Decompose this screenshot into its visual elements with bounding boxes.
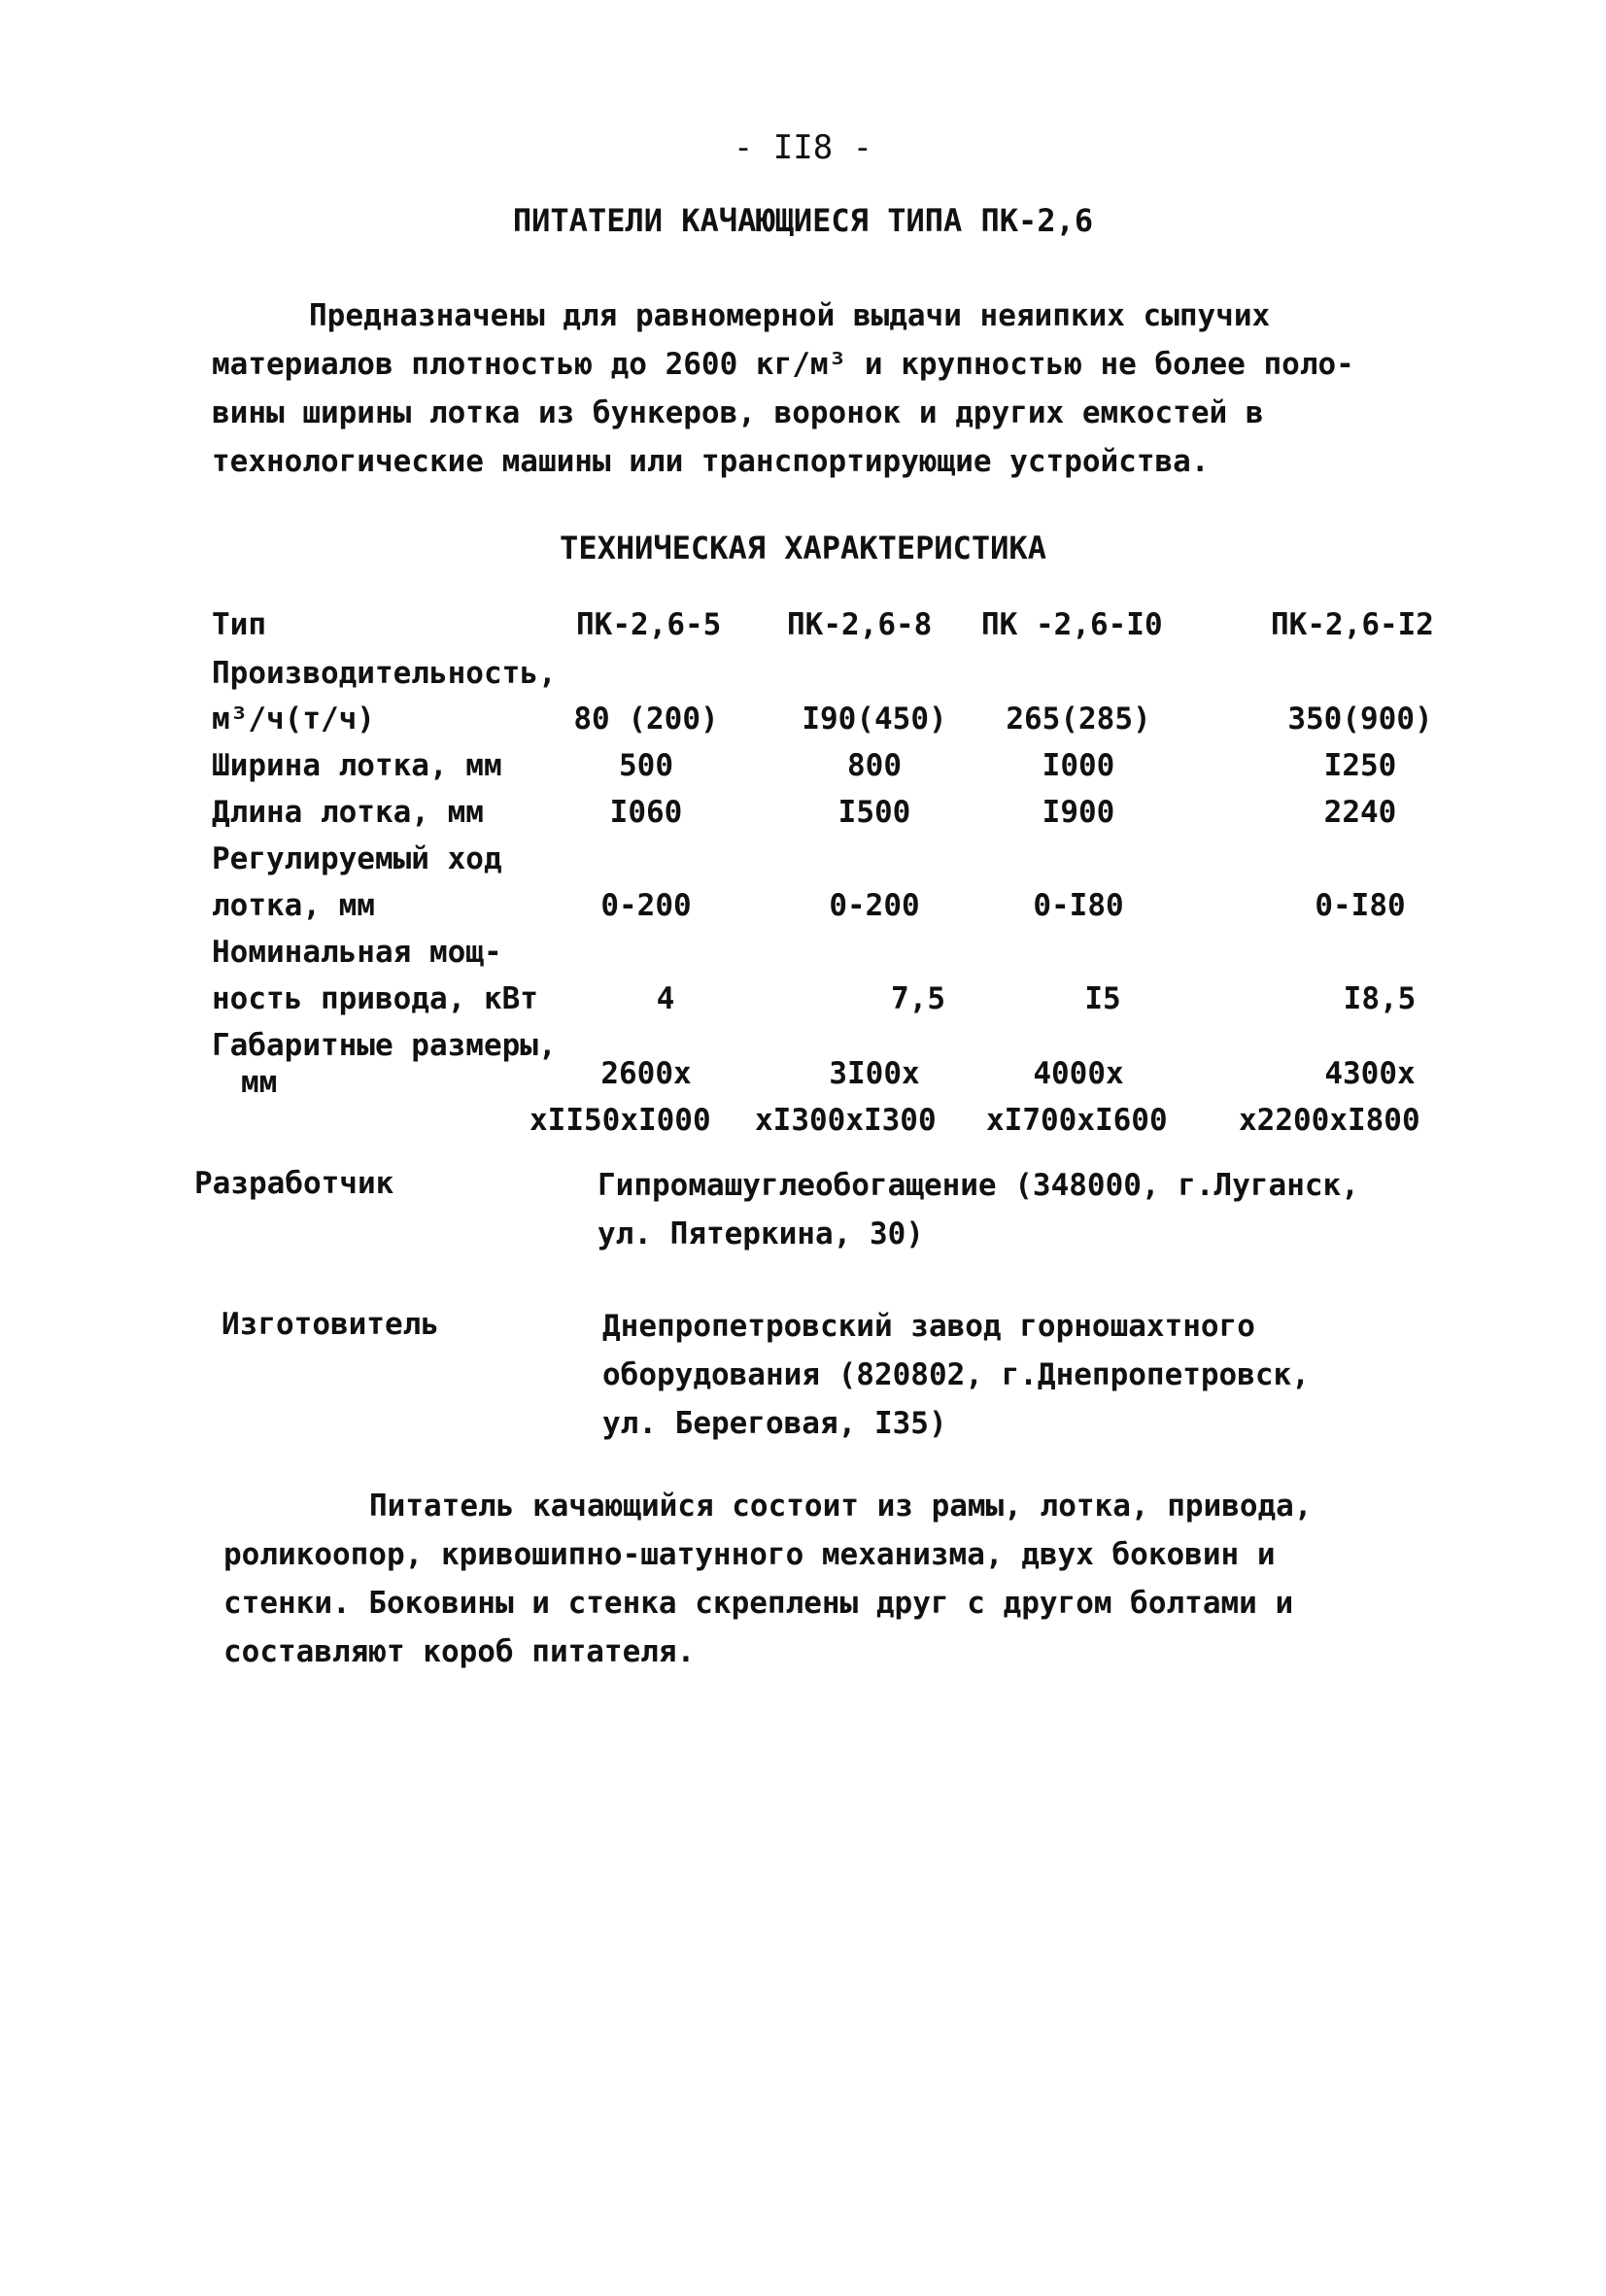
model-name: ПК-2,6-I2 <box>1271 607 1434 642</box>
manufacturer-line: ул. Береговая, I35) <box>602 1406 947 1441</box>
power-value: 4 <box>656 981 675 1016</box>
dims-value: 4300х <box>1324 1056 1416 1091</box>
spec-title: ТЕХНИЧЕСКАЯ ХАРАКТЕРИСТИКА <box>560 530 1046 566</box>
power-value: I5 <box>1084 981 1121 1016</box>
dims-value-cont: хII50хI000 <box>530 1103 711 1138</box>
document-title: ПИТАТЕЛИ КАЧАЮЩИЕСЯ ТИПА ПК-2,6 <box>512 202 1094 239</box>
description-line: Питатель качающийся состоит из рамы, лотка, привода, <box>369 1489 1313 1524</box>
dims-value: 4000х <box>1033 1056 1124 1091</box>
manufacturer-line: Днепропетровский завод горношахтного <box>602 1309 1255 1344</box>
length-value: I500 <box>837 795 911 830</box>
width-value: 800 <box>847 748 902 783</box>
description-line: составляют короб питателя. <box>223 1634 696 1669</box>
page-number: - II8 - <box>733 128 873 167</box>
stroke-value: 0-I80 <box>1315 888 1406 923</box>
description-paragraph <box>223 1482 1438 1676</box>
developer-line: ул. Пятеркина, 30) <box>598 1217 924 1251</box>
width-value: I000 <box>1042 748 1115 783</box>
dims-value-cont: хI700хI600 <box>986 1103 1168 1138</box>
description-line: роликоопор, кривошипно-шатунного механизма, двух боковин и <box>223 1537 1276 1572</box>
length-value: I060 <box>609 795 683 830</box>
width-value: 500 <box>619 748 673 783</box>
dims-value: 3I00х <box>829 1056 920 1091</box>
productivity-unit: м³/ч(т/ч) <box>212 702 375 737</box>
intro-line: технологические машины или транспортирующие устройства. <box>212 444 1210 479</box>
length-value: I900 <box>1042 795 1115 830</box>
developer-info <box>598 1161 1359 1258</box>
type-label: Тип <box>212 607 266 642</box>
productivity-value: 80 (200) <box>573 702 719 737</box>
dims-value-cont: х2200хI800 <box>1239 1103 1420 1138</box>
manufacturer-label: Изготовитель <box>222 1307 439 1342</box>
width-label: Ширина лотка, мм <box>212 748 502 783</box>
model-name: ПК-2,6-8 <box>787 607 933 642</box>
power-label-cont: ность привода, кВт <box>212 981 538 1016</box>
description-line: стенки. Боковины и стенка скреплены друг с другом болтами и <box>223 1586 1294 1621</box>
manufacturer-info <box>602 1302 1310 1448</box>
dims-label: Габаритные размеры, <box>212 1028 557 1063</box>
stroke-value: 0-I80 <box>1033 888 1124 923</box>
developer-line: Гипромашуглеобогащение (348000, г.Луганск, <box>598 1168 1359 1203</box>
power-value: 7,5 <box>891 981 945 1016</box>
stroke-label: Регулируемый ход <box>212 841 502 876</box>
power-label: Номинальная мощ- <box>212 935 502 970</box>
model-name: ПК-2,6-5 <box>576 607 722 642</box>
model-name: ПК -2,6-I0 <box>981 607 1163 642</box>
length-label: Длина лотка, мм <box>212 795 484 830</box>
intro-line: Предназначены для равномерной выдачи неяипких сыпучих <box>309 298 1271 333</box>
stroke-value: 0-200 <box>829 888 920 923</box>
power-value: I8,5 <box>1343 981 1417 1016</box>
productivity-label: Производительность, <box>212 656 557 691</box>
stroke-label-cont: лотка, мм <box>212 888 375 923</box>
dims-unit: мм <box>241 1065 278 1100</box>
manufacturer-line: оборудования (820802, г.Днепропетровск, <box>602 1357 1310 1392</box>
dims-value: 2600х <box>600 1056 692 1091</box>
productivity-value: 265(285) <box>1006 702 1151 737</box>
width-value: I250 <box>1323 748 1397 783</box>
intro-line: материалов плотностью до 2600 кг/м³ и крупностью не более поло- <box>212 347 1354 382</box>
dims-value-cont: хI300хI300 <box>755 1103 937 1138</box>
length-value: 2240 <box>1323 795 1397 830</box>
intro-line: вины ширины лотка из бункеров, воронок и других емкостей в <box>212 395 1264 430</box>
productivity-value: I90(450) <box>802 702 947 737</box>
productivity-value: 350(900) <box>1287 702 1433 737</box>
stroke-value: 0-200 <box>600 888 692 923</box>
developer-label: Разработчик <box>194 1166 394 1201</box>
intro-paragraph <box>212 291 1436 486</box>
